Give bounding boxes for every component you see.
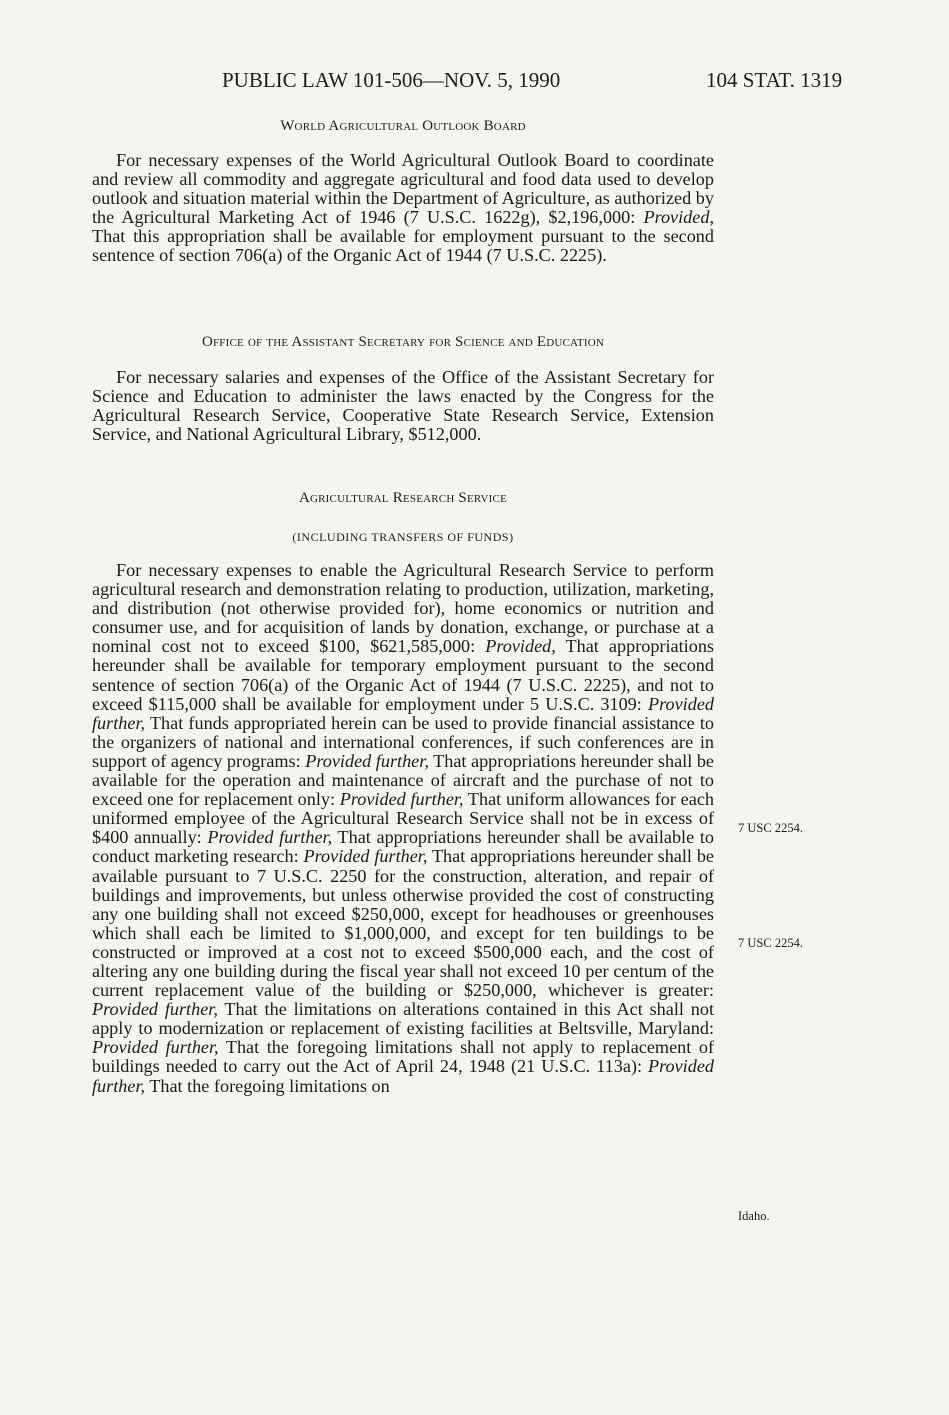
- paragraph-assistant-secretary: For necessary salaries and expenses of the Office of the Assistant Secretary for Science and Education to administer the laws enacted by the Congress for the Agricultural Research Service, Cooperative State Research Service, Extension Service, and National Agricultural Library, $512,000.: [92, 367, 714, 445]
- section-heading-outlook-board: World Agricultural Outlook Board: [280, 118, 526, 134]
- margin-note-usc: 7 USC 2254.: [738, 821, 803, 835]
- section-heading-assistant-secretary: Office of the Assistant Secretary for Science and Education: [201, 334, 605, 350]
- margin-note-idaho: Idaho.: [738, 1209, 770, 1223]
- public-law-citation: PUBLIC LAW 101-506—NOV. 5, 1990: [222, 68, 561, 92]
- section-heading-agricultural-research: Agricultural Research Service: [298, 490, 508, 506]
- margin-note-usc: 7 USC 2254.: [738, 936, 803, 950]
- paragraph-outlook-board: For necessary expenses of the World Agricultural Outlook Board to coordinate and review all commodity and aggregate agricultural and food data used to develop outlook and situation material within the Department of Agriculture, as authorized by the Agricultural Marketing Act of 1946 (7 U.S.C. 1622g), $2,196,000: Provided, That this appropriation shall be available for employment pursuant to the second sentence of section 706(a) of the Organic Act of 1944 (7 U.S.C. 2225).: [92, 150, 714, 266]
- paragraph-agricultural-research: For necessary expenses to enable the Agricultural Research Service to perform agricultural research and demonstration relating to production, utilization, marketing, and distribution (not otherwise provided for), home economics or nutrition and consumer use, and for acquisition of lands by donation, exchange, or purchase at a nominal cost not to exceed $100, $621,585,000: Provided, That appropriations hereunder shall be available for temporary employment pursuant to the second sentence of section 706(a) of the Organic Act of 1944 (7 U.S.C. 2225), and not to exceed $115,000 shall be available for employment under 5 U.S.C. 3109: Provided further, That funds appropriated herein can be used to provide financial assistance to the organizers of national and international conferences, if such conferences are in support of agency programs: Provided further, That appropriations hereunder shall be available for the operation and maintenance of aircraft and the purchase of not to exceed one for replacement only: Provided further, That uniform allowances for each uniformed employee of the Agricultural Research Service shall not be in excess of $400 annually: Provided further, That appropriations hereunder shall be available to conduct marketing research: Provided further, That appropriations hereunder shall be available pursuant to 7 U.S.C. 2250 for the construction, alteration, and repair of buildings and improvements, but unless otherwise provided the cost of constructing any one building shall not exceed $250,000, except for headhouses or greenhouses which shall each be limited to $1,000,000, and except for ten buildings to be constructed or improved at a cost not to exceed $500,000 each, and the cost of altering any one building during the fiscal year shall not exceed 10 per centum of the current replacement value of the building or $250,000, whichever is greater: Provided further, That the limitations on alterations contained in this Act shall not apply to modernization or replacement of existing facilities at Beltsville, Maryland: Provided further, That the foregoing limitations shall not apply to replacement of buildings needed to carry out the Act of April 24, 1948 (21 U.S.C. 113a): Provided further, That the foregoing limitations on: [92, 560, 715, 1096]
- statute-page-number: 104 STAT. 1319: [706, 68, 843, 92]
- section-subheading-transfers: (INCLUDING TRANSFERS OF FUNDS): [292, 530, 514, 544]
